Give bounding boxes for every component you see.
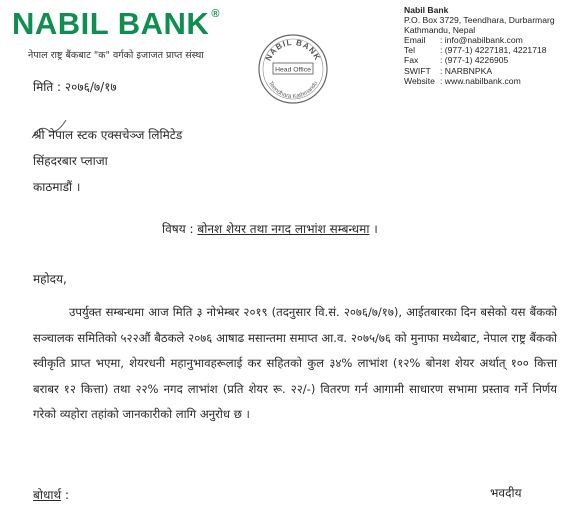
- contact-label: Tel: [404, 45, 415, 56]
- contact-label: Website: [404, 75, 435, 86]
- subject-end: ।: [369, 222, 378, 236]
- contact-name: Nabil Bank: [404, 5, 449, 15]
- registered-mark: ®: [211, 8, 220, 20]
- stamp-center-text: Head Office: [275, 66, 311, 74]
- contact-label: Email: [404, 35, 426, 46]
- contact-block: [404, 5, 555, 86]
- letter-date: मिति : २०७६/७/१७: [33, 80, 117, 94]
- contact-value: : (977-1) 4226905: [440, 55, 509, 66]
- salutation: महोदय,: [33, 272, 67, 286]
- contact-website: [404, 76, 555, 86]
- subject-text: बोनश शेयर तथा नगद लाभांश सम्बन्धमा: [197, 222, 370, 236]
- contact-swift: [404, 66, 555, 76]
- recipient-line: श्री नेपाल स्टक एक्सचेञ्ज लिमिटेड: [33, 128, 183, 142]
- stamp-top-text: NABIL BANK: [263, 37, 323, 63]
- subject-label: विषय :: [162, 222, 194, 236]
- recipient-line: काठमाडौं ।: [33, 180, 81, 194]
- contact-value: : info@nabilbank.com: [440, 35, 523, 46]
- contact-tel: [404, 45, 555, 55]
- recipient-line: सिंहदरबार प्लाजा: [33, 154, 108, 168]
- address-line: Kathmandu, Nepal: [404, 25, 476, 36]
- closing: भवदीय: [490, 486, 522, 500]
- reference-label: बोधार्थ: [33, 488, 62, 502]
- reference-suffix: :: [61, 488, 69, 502]
- contact-value: : NARBNPKA: [440, 65, 493, 76]
- letter-body: उपर्युक्त सम्बन्धमा आज मिति ३ नोभेम्बर २०१९ (तदनुसार वि.सं. २०७६/७/१७), आईतबारका दिन बसेको यस बैंकको सञ्चालक समितिको ५२२औं बैठकले २०७६ आषाढ मसान्तमा समाप्त आ.व. २०७५/७६ को मुनाफा मध्येबाट, नेपाल राष्ट्र बैंकको स्वीकृति प्राप्त भएमा, शेयरधनी महानुभावहरूलाई कर सहितको कुल ३४% लाभांश (१२% बोनश शेयर अर्थात् १०० कित्ता बराबर १२ कित्ता) तथा २२% नगद लाभांश (प्रति शेयर रू. २२/-) वितरण गर्न आगामी साधारण सभामा प्रस्ताव गर्ने निर्णय गरेको व्यहोरा तहांको जानकारीको लागि अनुरोध छ ।: [33, 305, 557, 422]
- tagline: नेपाल राष्ट्र बैंकबाट "क" वर्गको इजाजत प्राप्त संस्था: [28, 50, 204, 61]
- reference-line: [33, 486, 69, 503]
- address-line: P.O. Box 3729, Teendhara, Durbarmarg: [404, 15, 555, 26]
- bank-logo: [12, 6, 220, 42]
- subject-line: [162, 220, 378, 237]
- contact-value: : (977-1) 4227181, 4221718: [440, 45, 547, 56]
- contact-fax: [404, 55, 555, 65]
- contact-email: [404, 35, 555, 45]
- contact-label: Fax: [404, 55, 419, 66]
- head-office-stamp: [257, 33, 329, 105]
- stamp-bottom-text: Teendhara Kathmandu: [266, 80, 320, 101]
- logo-text: NABIL BANK: [12, 6, 210, 41]
- contact-value: : www.nabilbank.com: [440, 75, 521, 86]
- contact-label: SWIFT: [404, 65, 431, 76]
